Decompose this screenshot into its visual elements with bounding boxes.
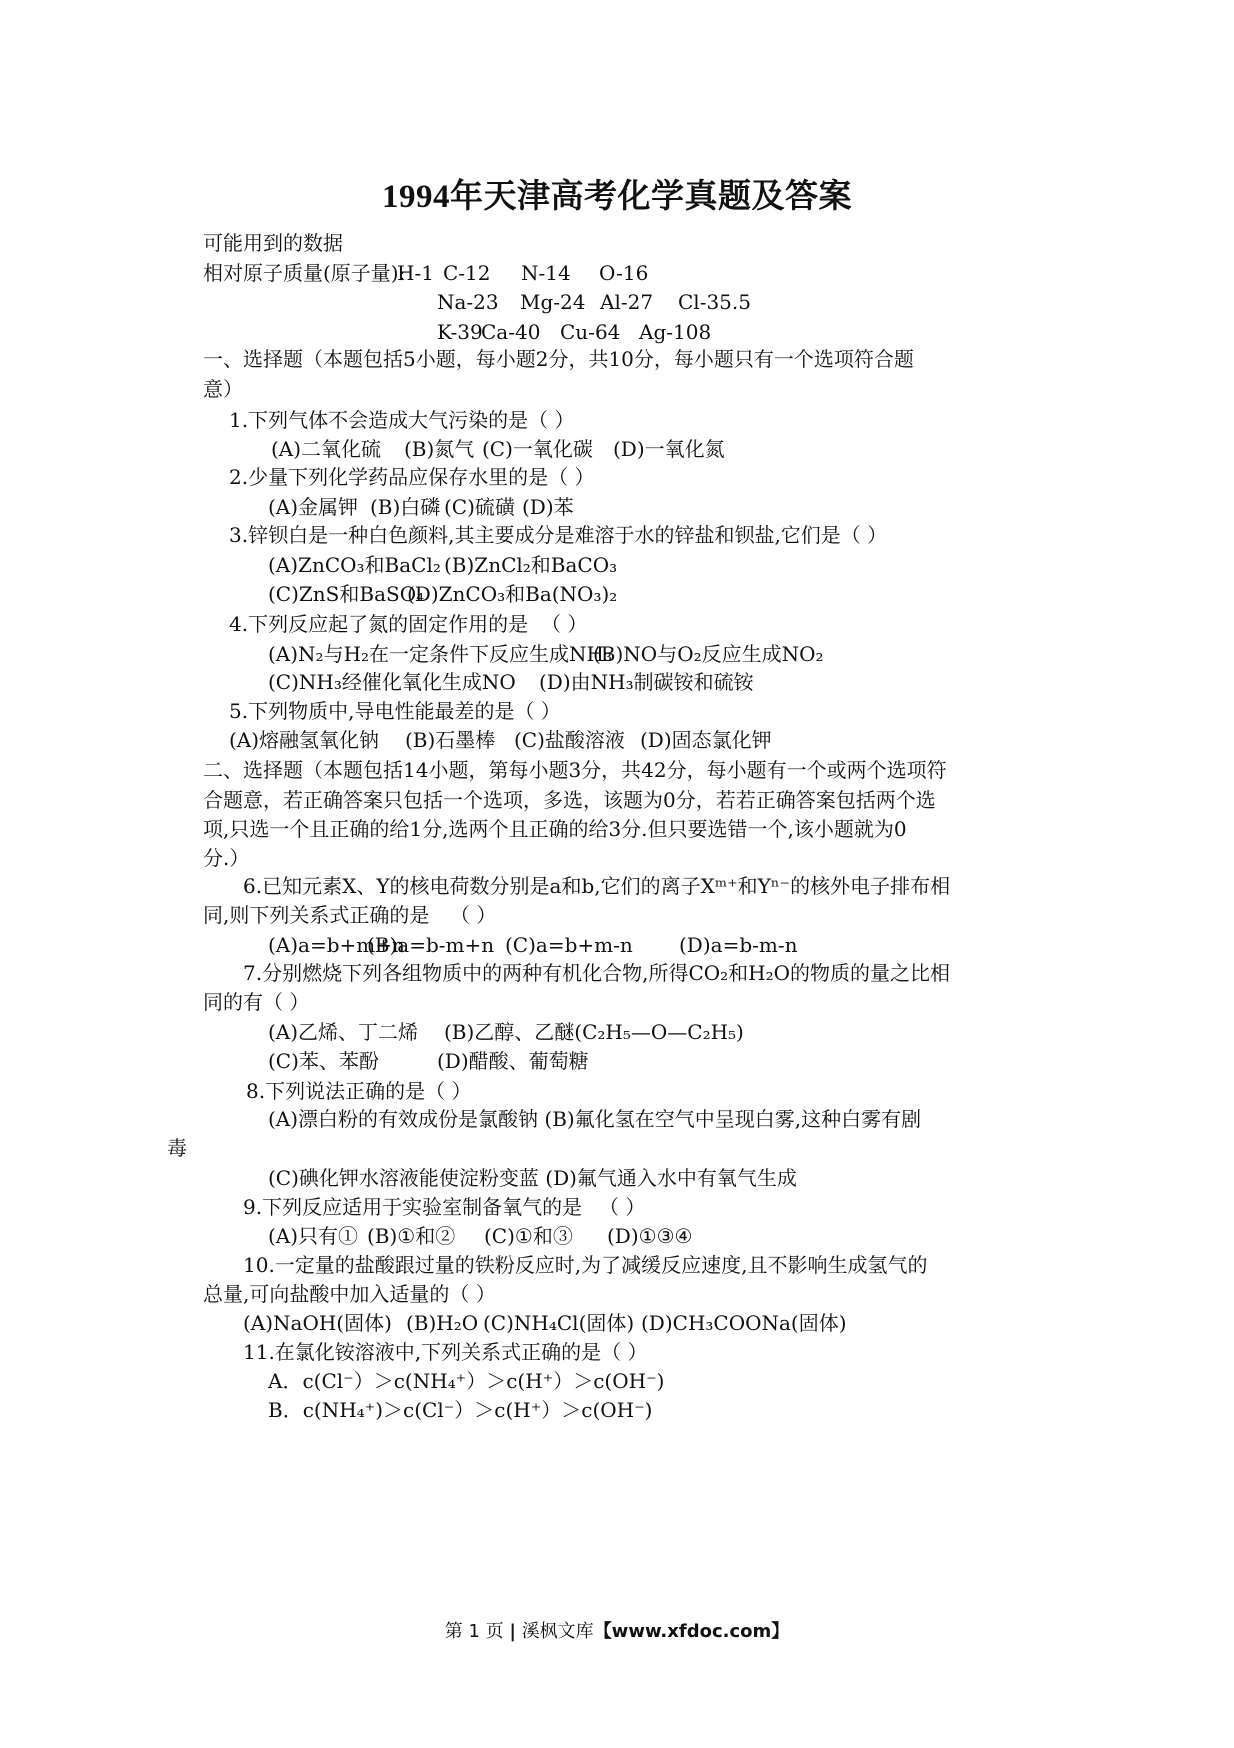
q8-options-ab: (A)漂白粉的有效成份是氯酸钠 (B)氟化氢在空气中呈现白雾,这种白雾有剧 — [268, 1107, 922, 1131]
q9-stem: 9.下列反应适用于实验室制备氧气的是 — [243, 1195, 583, 1219]
q7-stem-2: 同的有（ ） — [203, 990, 310, 1014]
q4-option-c: (C)NH₃经催化氧化生成NO — [268, 670, 516, 694]
q8-options-cd: (C)碘化钾水溶液能使淀粉变蓝 (D)氟气通入水中有氧气生成 — [268, 1166, 797, 1190]
q4-option-b: (B)NO与O₂反应生成NO₂ — [593, 642, 824, 666]
q3-option-d: (D)ZnCO₃和Ba(NO₃)₂ — [407, 582, 618, 606]
section1-heading-cont: 意） — [203, 377, 243, 401]
q8-options-ab-wrap: 毒 — [167, 1136, 187, 1160]
q5-stem: 5.下列物质中,导电性能最差的是（ ） — [229, 699, 561, 723]
page-number: 第 1 页 — [444, 1621, 504, 1642]
q5-option-a: (A)熔融氢氧化钠 — [229, 728, 380, 752]
mass-n: N-14 — [521, 261, 571, 285]
mass-cu: Cu-64 — [560, 320, 621, 344]
q6-stem-2: 同,则下列关系式正确的是 — [203, 903, 430, 927]
q3-option-c: (C)ZnS和BaSO₄ — [268, 582, 425, 606]
q4-stem: 4.下列反应起了氮的固定作用的是 — [229, 612, 529, 636]
page-title: 1994年天津高考化学真题及答案 — [382, 179, 852, 215]
section2-heading-4: 分.） — [203, 846, 250, 870]
mass-cl: Cl-35.5 — [678, 290, 751, 314]
q6-answer-blank: （ ） — [450, 903, 497, 927]
q2-option-a: (A)金属钾 — [268, 495, 359, 519]
q10-option-d: (D)CH₃COONa(固体) — [641, 1311, 847, 1335]
mass-al: Al-27 — [600, 290, 654, 314]
q3-option-a: (A)ZnCO₃和BaCl₂ — [268, 553, 441, 577]
q6-option-a: (A)a=b+m+n — [268, 933, 405, 957]
section1-heading: 一、选择题（本题包括5小题，每小题2分，共10分，每小题只有一个选项符合题 — [203, 347, 914, 371]
q5-option-c: (C)盐酸溶液 — [514, 728, 625, 752]
mass-c: C-12 — [443, 261, 491, 285]
q2-option-c: (C)硫磺 — [444, 495, 515, 519]
q2-option-d: (D)苯 — [522, 495, 574, 519]
q5-option-d: (D)固态氯化钾 — [640, 728, 772, 752]
q11-stem: 11.在氯化铵溶液中,下列关系式正确的是（ ） — [243, 1340, 648, 1364]
data-heading: 可能用到的数据 — [203, 231, 343, 255]
q3-stem: 3.锌钡白是一种白色颜料,其主要成分是难溶于水的锌盐和钡盐,它们是（ ） — [229, 523, 888, 547]
q7-option-b: (B)乙醇、乙醚(C₂H₅—O—C₂H₅) — [444, 1020, 744, 1044]
q3-option-b: (B)ZnCl₂和BaCO₃ — [444, 553, 618, 577]
q7-option-c: (C)苯、苯酚 — [268, 1049, 379, 1073]
q9-option-c: (C)①和③ — [484, 1224, 573, 1248]
q6-option-c: (C)a=b+m-n — [505, 933, 633, 957]
q6-stem-1: 6.已知元素X、Y的核电荷数分别是a和b,它们的离子Xᵐ⁺和Yⁿ⁻的核外电子排布相 — [243, 874, 951, 898]
q11-option-b: B．c(NH₄⁺)＞c(Cl⁻）＞c(H⁺）＞c(OH⁻) — [268, 1398, 653, 1422]
site-link[interactable]: 【www.xfdoc.com】 — [593, 1621, 790, 1642]
q2-option-b: (B)白磷 — [370, 495, 441, 519]
q9-option-b: (B)①和② — [367, 1224, 456, 1248]
footer-separator: | — [509, 1621, 516, 1642]
section2-heading-2: 合题意，若正确答案只包括一个选项，多选，该题为0分，若若正确答案包括两个选 — [203, 788, 936, 812]
mass-ag: Ag-108 — [639, 320, 712, 344]
q8-stem: 8.下列说法正确的是（ ） — [246, 1079, 472, 1103]
q5-option-b: (B)石墨棒 — [405, 728, 496, 752]
page-footer — [0, 1617, 1234, 1643]
mass-o: O-16 — [599, 261, 649, 285]
q2-stem: 2.少量下列化学药品应保存水里的是（ ） — [229, 465, 595, 489]
q7-option-a: (A)乙烯、丁二烯 — [268, 1020, 419, 1044]
q1-option-a: (A)二氧化硫 — [271, 437, 382, 461]
mass-na: Na-23 — [437, 290, 499, 314]
q9-answer-blank: （ ） — [599, 1195, 646, 1219]
q4-option-d: (D)由NH₃制碳铵和硫铵 — [539, 670, 754, 694]
q10-stem-2: 总量,可向盐酸中加入适量的（ ） — [203, 1282, 496, 1306]
mass-h: H-1 — [397, 261, 434, 285]
q1-stem: 1.下列气体不会造成大气污染的是（ ） — [229, 408, 575, 432]
q1-option-b: (B)氮气 — [404, 437, 475, 461]
q11-option-a: A．c(Cl⁻）＞c(NH₄⁺）＞c(H⁺）＞c(OH⁻) — [268, 1369, 665, 1393]
q10-option-b: (B)H₂O — [406, 1311, 479, 1335]
q10-stem-1: 10.一定量的盐酸跟过量的铁粉反应时,为了减缓反应速度,且不影响生成氢气的 — [243, 1253, 928, 1277]
q1-option-c: (C)一氧化碳 — [482, 437, 593, 461]
mass-mg: Mg-24 — [520, 290, 586, 314]
library-name: 溪枫文库 — [521, 1621, 594, 1642]
q4-option-a: (A)N₂与H₂在一定条件下反应生成NH₃ — [268, 642, 612, 666]
q10-option-c: (C)NH₄Cl(固体) — [483, 1311, 635, 1335]
mass-k: K-39 — [437, 320, 483, 344]
q7-stem-1: 7.分别燃烧下列各组物质中的两种有机化合物,所得CO₂和H₂O的物质的量之比相 — [243, 961, 951, 985]
q6-option-b: (B)a=b-m+n — [367, 933, 495, 957]
atomic-mass-label: 相对原子质量(原子量): — [203, 261, 406, 285]
q9-option-a: (A)只有① — [268, 1224, 359, 1248]
mass-ca: Ca-40 — [481, 320, 541, 344]
q10-option-a: (A)NaOH(固体) — [243, 1311, 392, 1335]
section2-heading-1: 二、选择题（本题包括14小题，第每小题3分，共42分，每小题有一个或两个选项符 — [203, 758, 947, 782]
q1-option-d: (D)一氧化氮 — [613, 437, 725, 461]
q9-option-d: (D)①③④ — [607, 1224, 693, 1248]
q7-option-d: (D)醋酸、葡萄糖 — [437, 1049, 589, 1073]
section2-heading-3: 项,只选一个且正确的给1分,选两个且正确的给3分.但只要选错一个,该小题就为0 — [203, 817, 907, 841]
q4-answer-blank: （ ） — [541, 612, 588, 636]
q6-option-d: (D)a=b-m-n — [679, 933, 798, 957]
